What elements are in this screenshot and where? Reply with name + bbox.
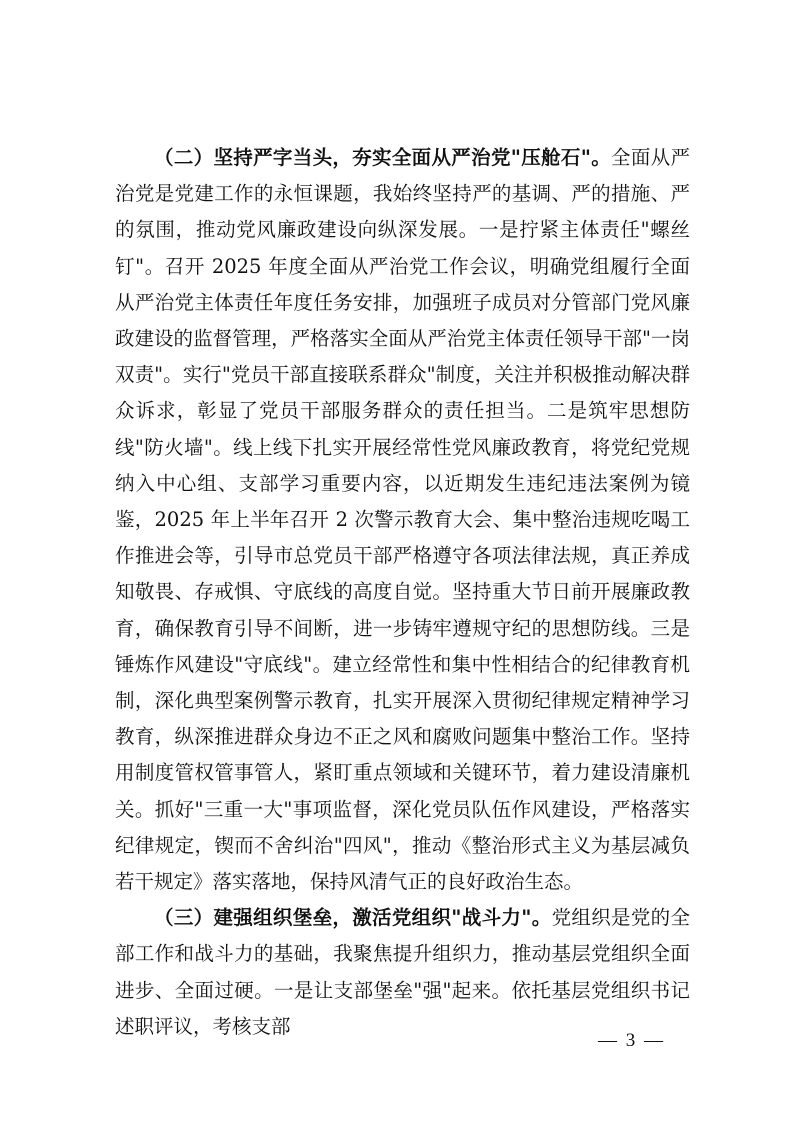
document-body	[115, 140, 690, 1045]
page-number: — 3 —	[598, 1030, 665, 1051]
section-body-2: 全面从严治党是党建工作的永恒课题，我始终坚持严的基调、严的措施、严的氛围，推动党风廉政建设向纵深发展。一是拧紧主体责任"螺丝钉"。召开 2025 年度全面从严治党工作会议，明确党组履行全面从严治党主体责任年度任务安排，加强班子成员对分管部门党风廉政建设的监督管理，严格落实全面从严治党主体责任领导干部"一岗双责"。实行"党员干部直接联系群众"制度，关注并积极推动解决群众诉求，彰显了党员干部服务群众的责任担当。二是筑牢思想防线"防火墙"。线上线下扎实开展经常性党风廉政教育，将党纪党规纳入中心组、支部学习重要内容，以近期发生违纪违法案例为镜鉴，2025 年上半年召开 2 次警示教育大会、集中整治违规吃喝工作推进会等，引导市总党员干部严格遵守各项法律法规，真正养成知敬畏、存戒惧、守底线的高度自觉。坚持重大节日前开展廉政教育，确保教育引导不间断，进一步铸牢遵规守纪的思想防线。三是锤炼作风建设"守底线"。建立经常性和集中性相结合的纪律教育机制，深化典型案例警示教育，扎实开展深入贯彻纪律规定精神学习教育，纵深推进群众身边不正之风和腐败问题集中整治工作。坚持用制度管权管事管人，紧盯重点领域和关键环节，着力建设清廉机关。抓好"三重一大"事项监督，深化党员队伍作风建设，严格落实纪律规定，锲而不舍纠治"四风"，推动《整治形式主义为基层减负若干规定》落实落地，保持风清气正的良好政治生态。	[115, 146, 690, 894]
paragraph-section-2	[115, 140, 690, 900]
section-body-3: 党组织是党的全部工作和战斗力的基础，我聚焦提升组织力，推动基层党组织全面进步、全面过硬。一是让支部堡垒"强"起来。依托基层党组织书记述职评议，考核支部	[115, 906, 690, 1038]
paragraph-section-3	[115, 900, 690, 1045]
section-heading-3: （三）建强组织堡垒，激活党组织"战斗力"。	[154, 906, 552, 930]
section-heading-2: （二）坚持严字当头，夯实全面从严治党"压舱石"。	[154, 146, 612, 169]
